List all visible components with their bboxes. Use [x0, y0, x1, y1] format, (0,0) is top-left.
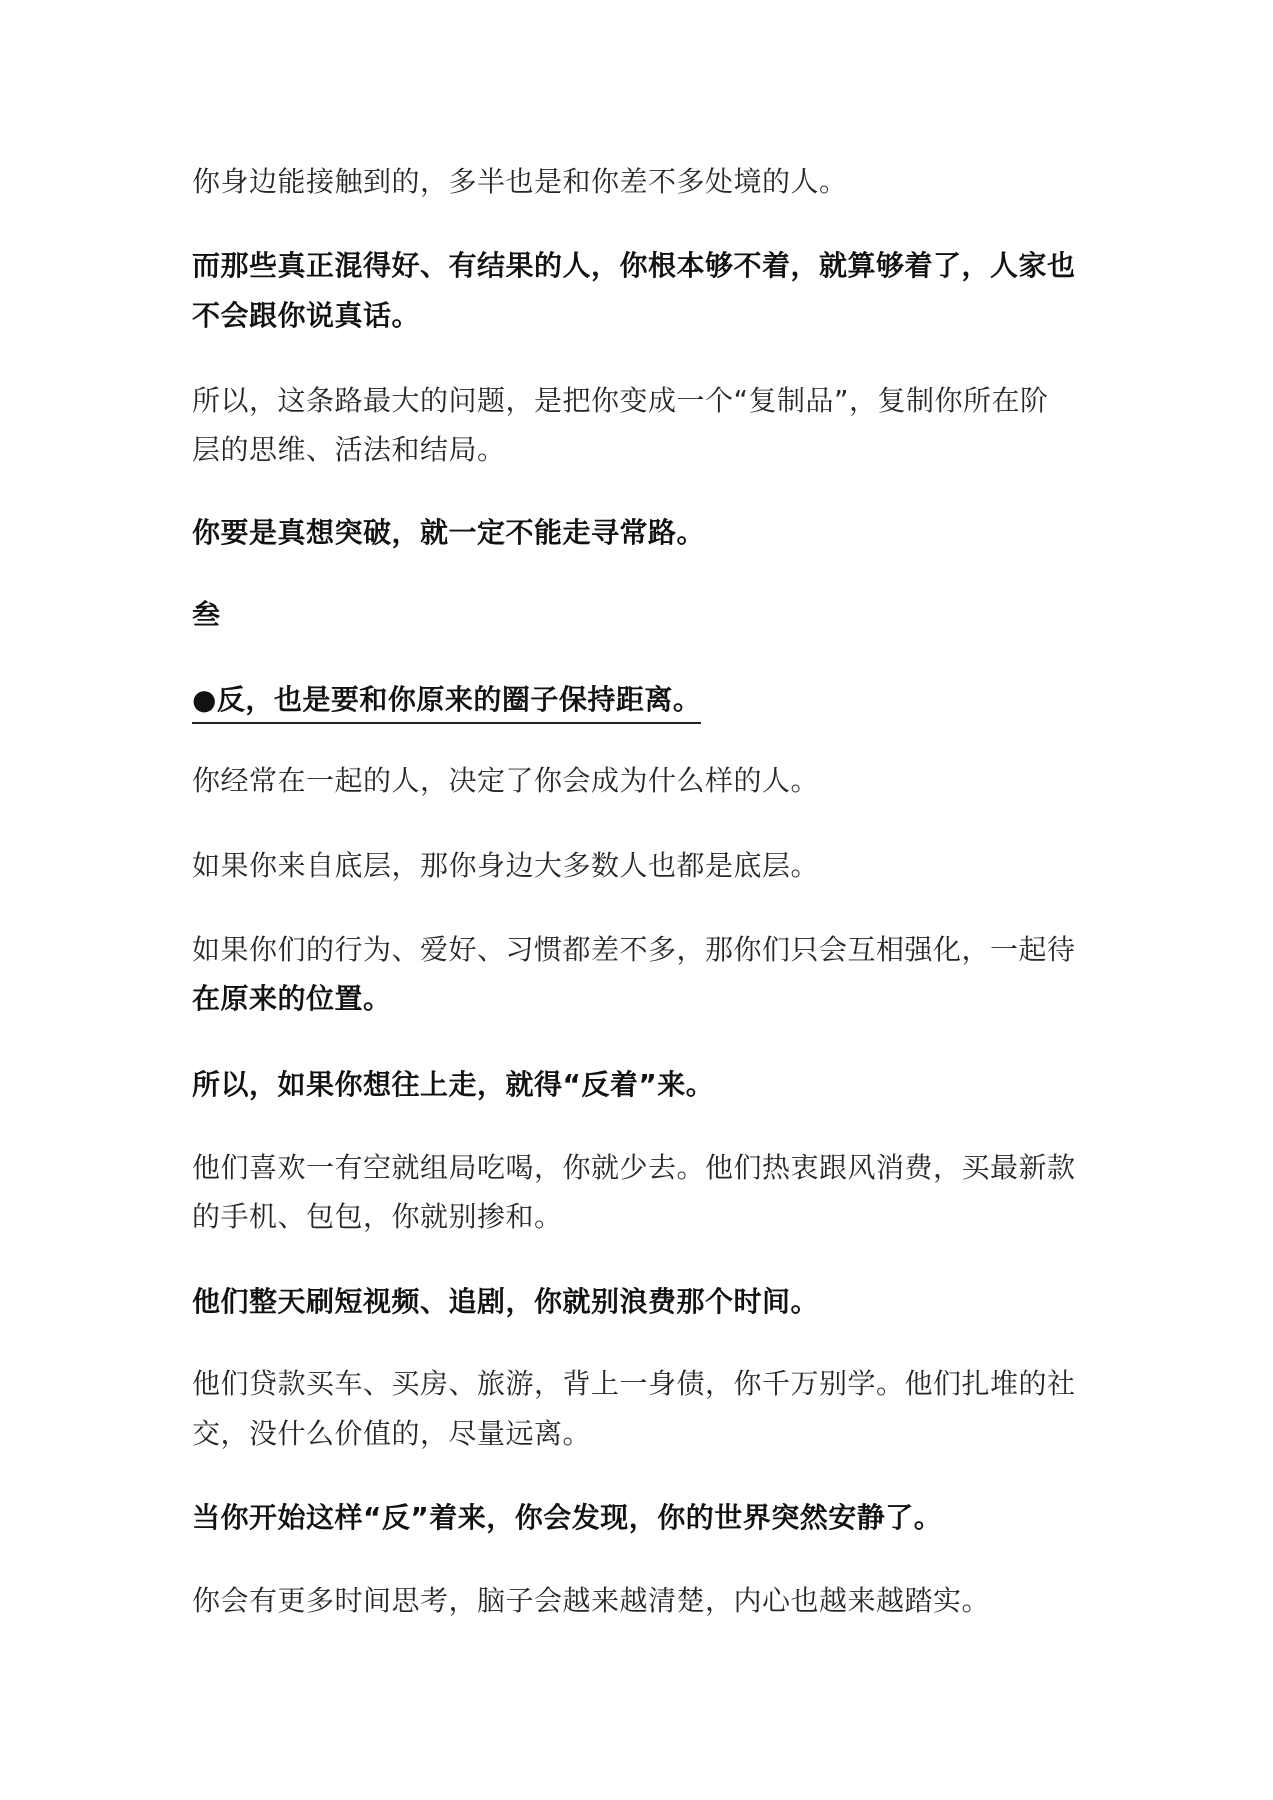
paragraph-12-line-1: 他们整天刷短视频、追剧，你就别浪费那个时间。	[192, 1285, 820, 1318]
paragraph-1-line-1: 你身边能接触到的，多半也是和你差不多处境的人。	[192, 165, 848, 198]
subheading-line	[192, 674, 1092, 726]
underlined-subheading: ●反，也是要和你原来的圈子保持距离。	[192, 678, 701, 724]
paragraph-11-line-1: 他们喜欢一有空就组局吃喝，你就少去。他们热衷跟风消费，买最新款	[192, 1151, 1076, 1184]
paragraph-13-line-1: 他们贷款买车、买房、旅游，背上一身债，你千万别学。他们扎堆的社	[192, 1367, 1076, 1400]
paragraph-4-line-1: 你要是真想突破，就一定不能走寻常路。	[192, 516, 706, 549]
paragraph-9-line-1: 如果你们的行为、爱好、习惯都差不多，那你们只会互相强化，一起待	[192, 933, 1076, 966]
paragraph-11-line-2: 的手机、包包，你就别掺和。	[192, 1200, 563, 1233]
paragraph-3-line-1: 所以，这条路最大的问题，是把你变成一个“复制品”，复制你所在阶	[192, 384, 1049, 417]
paragraph-8-line-1: 如果你来自底层，那你身边大多数人也都是底层。	[192, 849, 820, 882]
paragraph-10-line-1: 所以，如果你想往上走，就得“反着”来。	[192, 1068, 715, 1101]
paragraph-2-line-1: 而那些真正混得好、有结果的人，你根本够不着，就算够着了，人家也	[192, 249, 1076, 282]
paragraph-2-line-2: 不会跟你说真话。	[192, 299, 421, 332]
paragraph-9-line-2: 在原来的位置。	[192, 982, 392, 1015]
paragraph-13-line-2: 交，没什么价值的，尽量远离。	[192, 1417, 592, 1450]
section-heading: 叁	[192, 598, 221, 631]
paragraph-3-line-2: 层的思维、活法和结局。	[192, 433, 506, 466]
paragraph-15-line-1: 你会有更多时间思考，脑子会越来越清楚，内心也越来越踏实。	[192, 1584, 991, 1617]
paragraph-14-line-1: 当你开始这样“反”着来，你会发现，你的世界突然安静了。	[192, 1501, 943, 1534]
paragraph-7-line-1: 你经常在一起的人，决定了你会成为什么样的人。	[192, 764, 820, 797]
